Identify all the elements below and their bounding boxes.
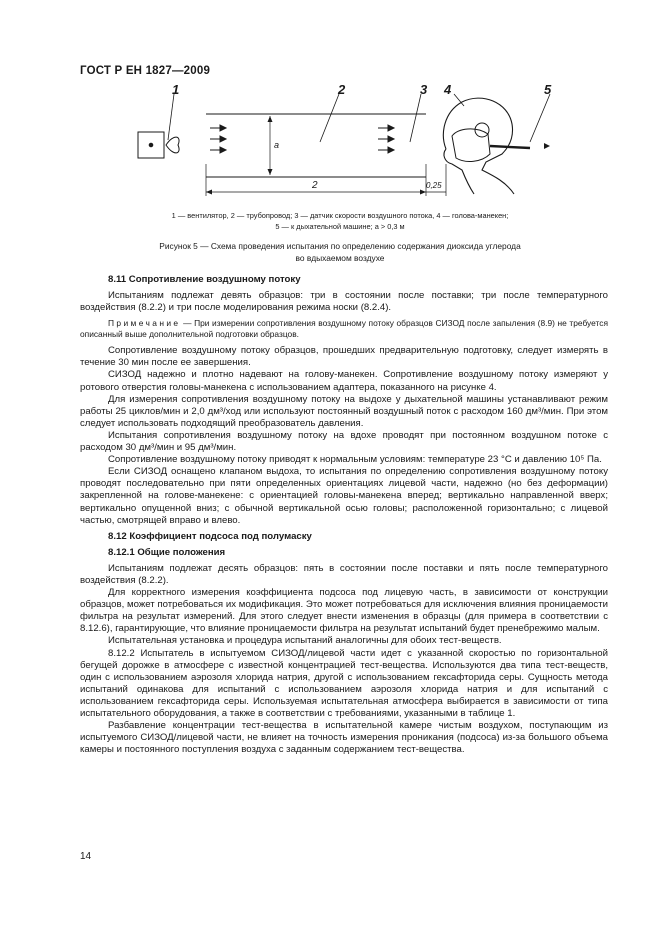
paragraph: Испытаниям подлежат девять образцов: три в состоянии после поставки; три после температурного воздействия (8.2.2) и три после моделирования режима носки (8.2.4). bbox=[80, 290, 608, 314]
callout-3: 3 bbox=[420, 84, 428, 97]
heading-8-11: 8.11 Сопротивление воздушному потоку bbox=[108, 274, 301, 285]
paragraph: Испытания сопротивления воздушному потоку на вдохе проводят при постоянном воздушном потоке с расходом 30 дм³/мин и 95 дм³/мин. bbox=[80, 429, 608, 454]
paragraph: Разбавление концентрации тест-вещества в испытательной камере чистым воздухом, поступающим из испытуемого СИЗОД/лицевой части, не влияет на точность измерения проникания (подсоса) из-за большого объема камеры и постоянного поступления воздуха с заданным содержанием тест-вещества. bbox=[80, 720, 608, 756]
heading-8-12: 8.12 Коэффициент подсоса под полумаску bbox=[108, 530, 312, 542]
callout-2: 2 bbox=[338, 84, 346, 97]
caption-line-1: Рисунок 5 — Схема проведения испытания по определению содержания диоксида углерода bbox=[159, 241, 521, 251]
dim-height-label: а bbox=[274, 140, 280, 150]
paragraph: Испытаниям подлежат десять образцов: пять в состоянии после поставки и пять после температурного воздействия (8.2.2). bbox=[80, 562, 608, 586]
document-body bbox=[80, 270, 608, 756]
heading-8-12-1: 8.12.1 Общие положения bbox=[108, 546, 226, 558]
paragraph: Для корректного измерения коэффициента подсоса под лицевую часть, в зависимости от конструкции образцов, может потребоваться их модификация. Это может потребоваться для исключения влияния проницаемости фильтра на результат измерений. Для этого следует внести изменения в образцы (для примера в соответствии с 8.12.6), гарантирующие, что влияние проницаемости фильтра на результат испытаний будет пренебрежимо малым. bbox=[80, 587, 608, 635]
legend-line-2: 5 — к дыхательной машине; а > 0,3 м bbox=[275, 222, 405, 231]
dim-end-label: 0,25 bbox=[426, 181, 442, 190]
dim-length-label: 2 bbox=[312, 180, 318, 191]
figure-5-diagram bbox=[110, 84, 570, 214]
paragraph: СИЗОД надежно и плотно надевают на голову-манекен. Сопротивление воздушному потоку измеряют у ротового отверстия головы-манекена с использованием адаптера, показанного на рисунке 4. bbox=[80, 369, 608, 393]
paragraph: Для измерения сопротивления воздушному потоку на выдохе у дыхательной машины устанавливают режим работы 25 циклов/мин и 2,0 дм³/ход или используют постоянный воздушный поток с расходом 160 дм³/мин. При этом следует использовать подходящий преобразователь давления. bbox=[80, 393, 608, 429]
airflow-arrows-left bbox=[210, 125, 226, 153]
note bbox=[80, 318, 608, 340]
paragraph: Сопротивление воздушному потоку образцов, прошедших предварительную подготовку, следует измерять в течение 30 мин после ее завершения. bbox=[80, 345, 608, 369]
caption-line-2: во вдыхаемом воздухе bbox=[295, 252, 385, 263]
paragraph: Сопротивление воздушному потоку приводят к нормальным условиям: температуре 23 °С и давлению 10⁵ Па. bbox=[108, 454, 602, 466]
note-text: — При измерении сопротивления воздушному потоку образцов СИЗОД после запыления (8.9) не требуется описанный выше дополнительной подготовки образцов. bbox=[80, 318, 608, 340]
figure-legend bbox=[100, 210, 580, 232]
paragraph: 8.12.2 Испытатель в испытуемом СИЗОД/лицевой части идет с указанной скоростью по горизонтальной бегущей дорожке в атмосфере с известной концентрацией тест-вещества. Используются два типа тест-веществ, один с использованием аэрозоля хлорида натрия, другой с использованием гексафторида серы. Сущность метода испытаний одинакова для испытаний с использованием аэрозоля хлорида натрия и для испытаний с использованием гексафторида серы. Используемая испытательная атмосфера выбирается в зависимости от типа испытательного оборудования, а также в соответствии с требованиями, указанными в таблице 1. bbox=[80, 647, 608, 719]
legend-line-1: 1 — вентилятор, 2 — трубопровод; 3 — датчик скорости воздушного потока, 4 — голова-манекен; bbox=[171, 211, 509, 220]
note-label: Примечание bbox=[108, 318, 181, 329]
callout-4: 4 bbox=[444, 84, 452, 97]
callout-5: 5 bbox=[544, 84, 552, 97]
paragraph: Если СИЗОД оснащено клапаном выдоха, то испытания по определению сопротивления воздушному потоку проводят последовательно при пяти определенных ориентациях лицевой части, надежно (но без деформации) закрепленной на голове-манекене: с ориентацией головы-манекена вперед; вертикально направленной вверх; вертикально опущенной вниз; с обычной вертикальной осью головы; расположенной горизонтально; с лицевой частью, смотрящей вправо и влево. bbox=[80, 466, 608, 526]
page-number: 14 bbox=[80, 851, 92, 862]
paragraph: Испытательная установка и процедура испытаний аналогичны для обоих тест-веществ. bbox=[108, 635, 502, 647]
airflow-arrows-right bbox=[378, 125, 394, 153]
document-header: ГОСТ Р ЕН 1827—2009 bbox=[80, 65, 211, 77]
callout-1: 1 bbox=[172, 84, 180, 97]
figure-caption bbox=[100, 241, 580, 264]
